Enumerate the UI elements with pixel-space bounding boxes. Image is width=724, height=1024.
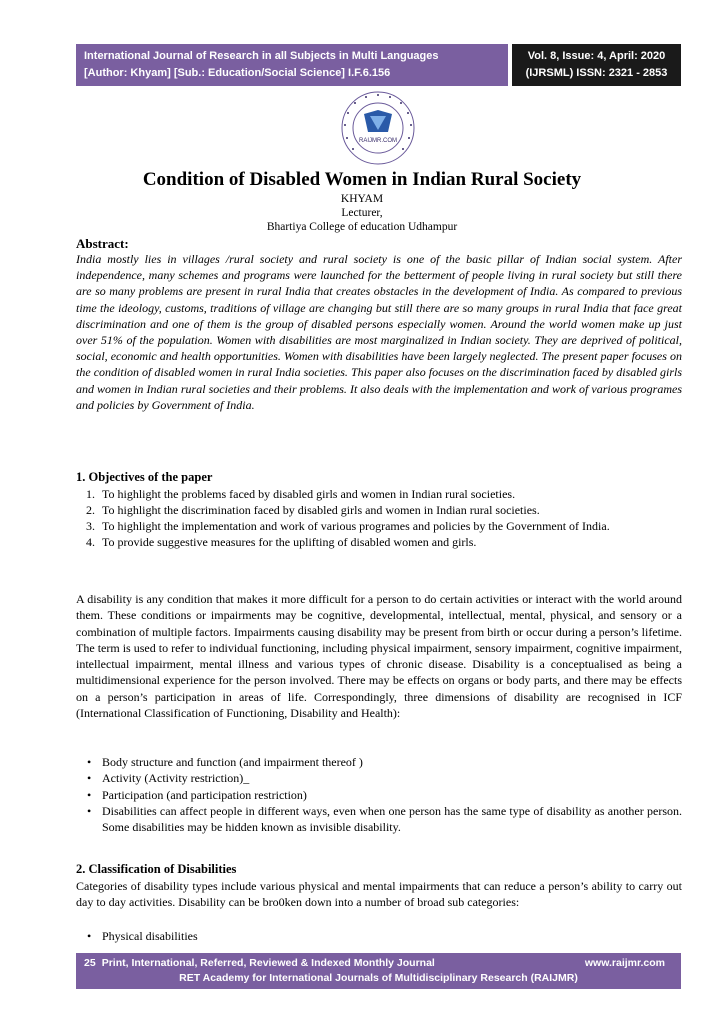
journal-header-right [512,44,681,86]
classification-paragraph: Categories of disability types include various physical and mental impairments that can reduce a person’s ability to carry out day to day activities. Disability can be bro0ken down into a number of broad sub categories: [76,879,682,910]
objective-item [76,486,682,502]
objective-item [76,502,682,518]
objective-number: 4. [86,535,95,549]
objective-text: To provide suggestive measures for the uplifting of disabled women and girls. [102,535,477,549]
abstract-text: India mostly lies in villages /rural society and rural society is one of the basic pillar of Indian social system. After independence, many schemes and programs were launched for the betterment of people living in rural society but still there are so many problems are present in rural India that creates obstacles in the development of India. As compared to previous time the ideology, customs, traditions of village are changing but still there are so many groups in rural India that face great discrimination and one of them is the group of disabled persons especially women. Around the world women make up just over 51% of the population. Women with disabilities are most marginalized in Indian society. They are deprived of political, social, economic and health opportunities. Women with disabilities have been largely neglected. The present paper focuses on the condition of disabled women in rural India societies. This paper also focuses on the discrimination faced by disabled girls and women in Indian rural societies and their problems. It also deals with the implementation and work of various programes and policies by Government of India. [76,252,682,412]
journal-tagline: Print, International, Referred, Reviewed & Indexed Monthly Journal [101,957,435,969]
author-position: Lecturer, [341,207,383,219]
dimension-item: • Participation (and participation restriction) [76,787,682,803]
objective-text: To highlight the problems faced by disabled girls and women in Indian rural societies. [102,487,516,501]
objectives-heading: 1. Objectives of the paper [76,470,213,484]
author-affiliation: Bhartiya College of education Udhampur [266,221,458,233]
publisher-name: RET Academy for International Journals of Multidisciplinary Research (RAIJMR) [179,972,578,984]
objective-number: 3. [86,519,95,533]
issn: (IJRSML) ISSN: 2321 - 2853 [525,67,668,79]
objectives-list [76,486,682,550]
dimension-item: • Body structure and function (and impairment thereof ) [76,754,682,770]
author-name: KHYAM [340,193,384,205]
author-subject-line: [Author: Khyam] [Sub.: Education/Social Science] I.F.6.156 [84,67,391,79]
objective-text: To highlight the implementation and work of various programes and policies by the Government of India. [102,519,610,533]
footer-line1 [84,957,435,969]
objective-text: To highlight the discrimination faced by disabled girls and women in Indian rural societies. [102,503,540,517]
paper-title: Condition of Disabled Women in Indian Rural Society [142,169,582,190]
journal-url[interactable]: www.raijmr.com [584,957,665,969]
dimensions-list [76,754,682,835]
svg-text:RAIJMR.COM: RAIJMR.COM [359,138,397,144]
journal-name: International Journal of Research in all Subjects in Multi Languages [84,50,439,62]
abstract-heading: Abstract: [76,236,129,251]
dimension-item: • Activity (Activity restriction)_ [76,770,682,786]
raijmr-logo [340,90,416,166]
objective-number: 1. [86,487,95,501]
objective-number: 2. [86,503,95,517]
classification-list [76,928,682,944]
page-footer [76,953,681,989]
journal-header-left [76,44,508,86]
objective-item [76,534,682,550]
classification-heading: 2. Classification of Disabilities [76,862,237,876]
volume-issue: Vol. 8, Issue: 4, April: 2020 [527,50,666,62]
dimension-item: • Disabilities can affect people in different ways, even when one person has the same type of disability as another person. Some disabilities may be hidden known as invisible disability. [76,803,682,836]
objective-item [76,518,682,534]
page-number: 25 [84,957,96,969]
classification-item: • Physical disabilities [76,928,682,944]
disability-paragraph: A disability is any condition that makes it more difficult for a person to do certain activities or interact with the world around them. These conditions or impairments may be cognitive, developmental, intellectual, mental, physical, and sensory or a combination of multiple factors. Impairments causing disability may be present from birth or occur during a person’s lifetime. The term is used to refer to individual functioning, including physical impairment, sensory impairment, cognitive impairment, intellectual impairment, mental illness and various types of chronic disease. Disability is a conceptualised as being a multidimensional experience for the person involved. There may be effects on organs or body parts, and there may be effects on a person’s participation in areas of life. Correspondingly, three dimensions of disability are recognised in ICF (International Classification of Functioning, Disability and Health): [76,592,682,721]
